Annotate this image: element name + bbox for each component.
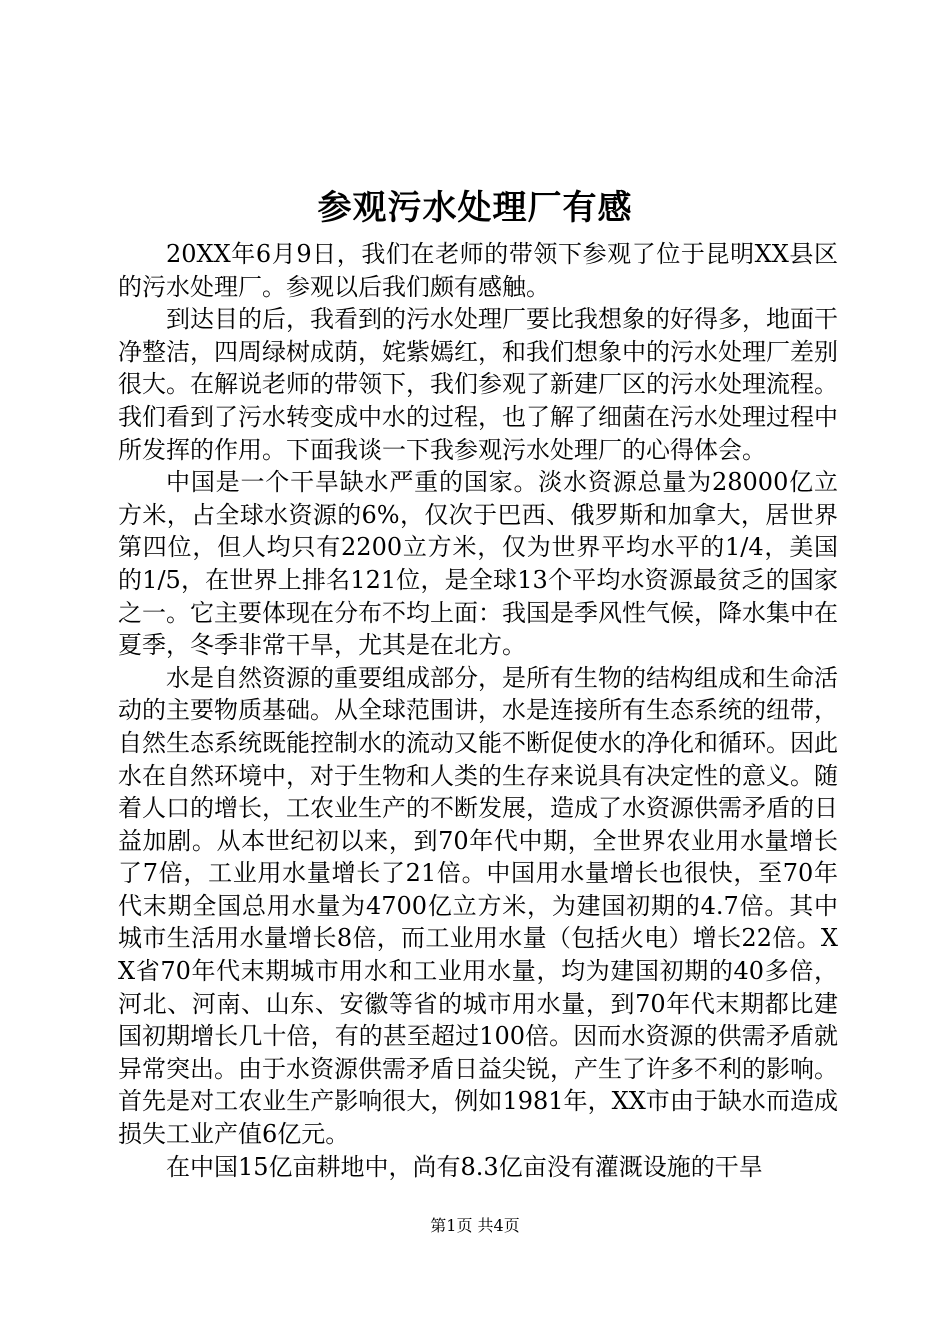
paragraph: 到达目的后，我看到的污水处理厂要比我想象的好得多，地面干净整洁，四周绿树成荫，姹紫嫣红，和我们想象中的污水处理厂差别很大。在解说老师的带领下，我们参观了新建厂区的污水处理流程。我们看到了污水转变成中水的过程，也了解了细菌在污水处理过程中所发挥的作用。下面我谈一下我参观污水处理厂的心得体会。 xyxy=(118,305,838,464)
page-footer: 第1页 共4页 xyxy=(430,1216,520,1235)
paragraph: 中国是一个干旱缺水严重的国家。淡水资源总量为28000亿立方米，占全球水资源的6%，仅次于巴西、俄罗斯和加拿大，居世界第四位，但人均只有2200立方米，仅为世界平均水平的1/4，美国的1/5，在世界上排名121位，是全球13个平均水资源最贫乏的国家之一。它主要体现在分布不均上面：我国是季风性气候，降水集中在夏季，冬季非常干旱，尤其是在北方。 xyxy=(118,468,838,660)
paragraph: 20XX年6月9日，我们在老师的带领下参观了位于昆明XX县区的污水处理厂。参观以后我们颇有感触。 xyxy=(118,240,838,301)
document-body xyxy=(118,238,838,1183)
paragraph: 水是自然资源的重要组成部分，是所有生物的结构组成和生命活动的主要物质基础。从全球范围讲，水是连接所有生态系统的纽带，自然生态系统既能控制水的流动又能不断促使水的净化和循环。因此水在自然环境中，对于生物和人类的生存来说具有决定性的意义。随着人口的增长，工农业生产的不断发展，造成了水资源供需矛盾的日益加剧。从本世纪初以来，到70年代中期，全世界农业用水量增长了7倍，工业用水量增长了21倍。中国用水量增长也很快，至70年代末期全国总用水量为4700亿立方米，为建国初期的4.7倍。其中城市生活用水量增长8倍，而工业用水量（包括火电）增长22倍。XX省70年代末期城市用水和工业用水量，均为建国初期的40多倍，河北、河南、山东、安徽等省的城市用水量，到70年代末期都比建国初期增长几十倍，有的甚至超过100倍。因而水资源的供需矛盾就异常突出。由于水资源供需矛盾日益尖锐，产生了许多不利的影响。首先是对工农业生产影响很大，例如1981年，XX市由于缺水而造成损失工业产值6亿元。 xyxy=(118,663,838,1149)
document-title: 参观污水处理厂有感 xyxy=(317,188,633,228)
paragraph: 在中国15亿亩耕地中，尚有8.3亿亩没有灌溉设施的干旱 xyxy=(166,1152,763,1181)
